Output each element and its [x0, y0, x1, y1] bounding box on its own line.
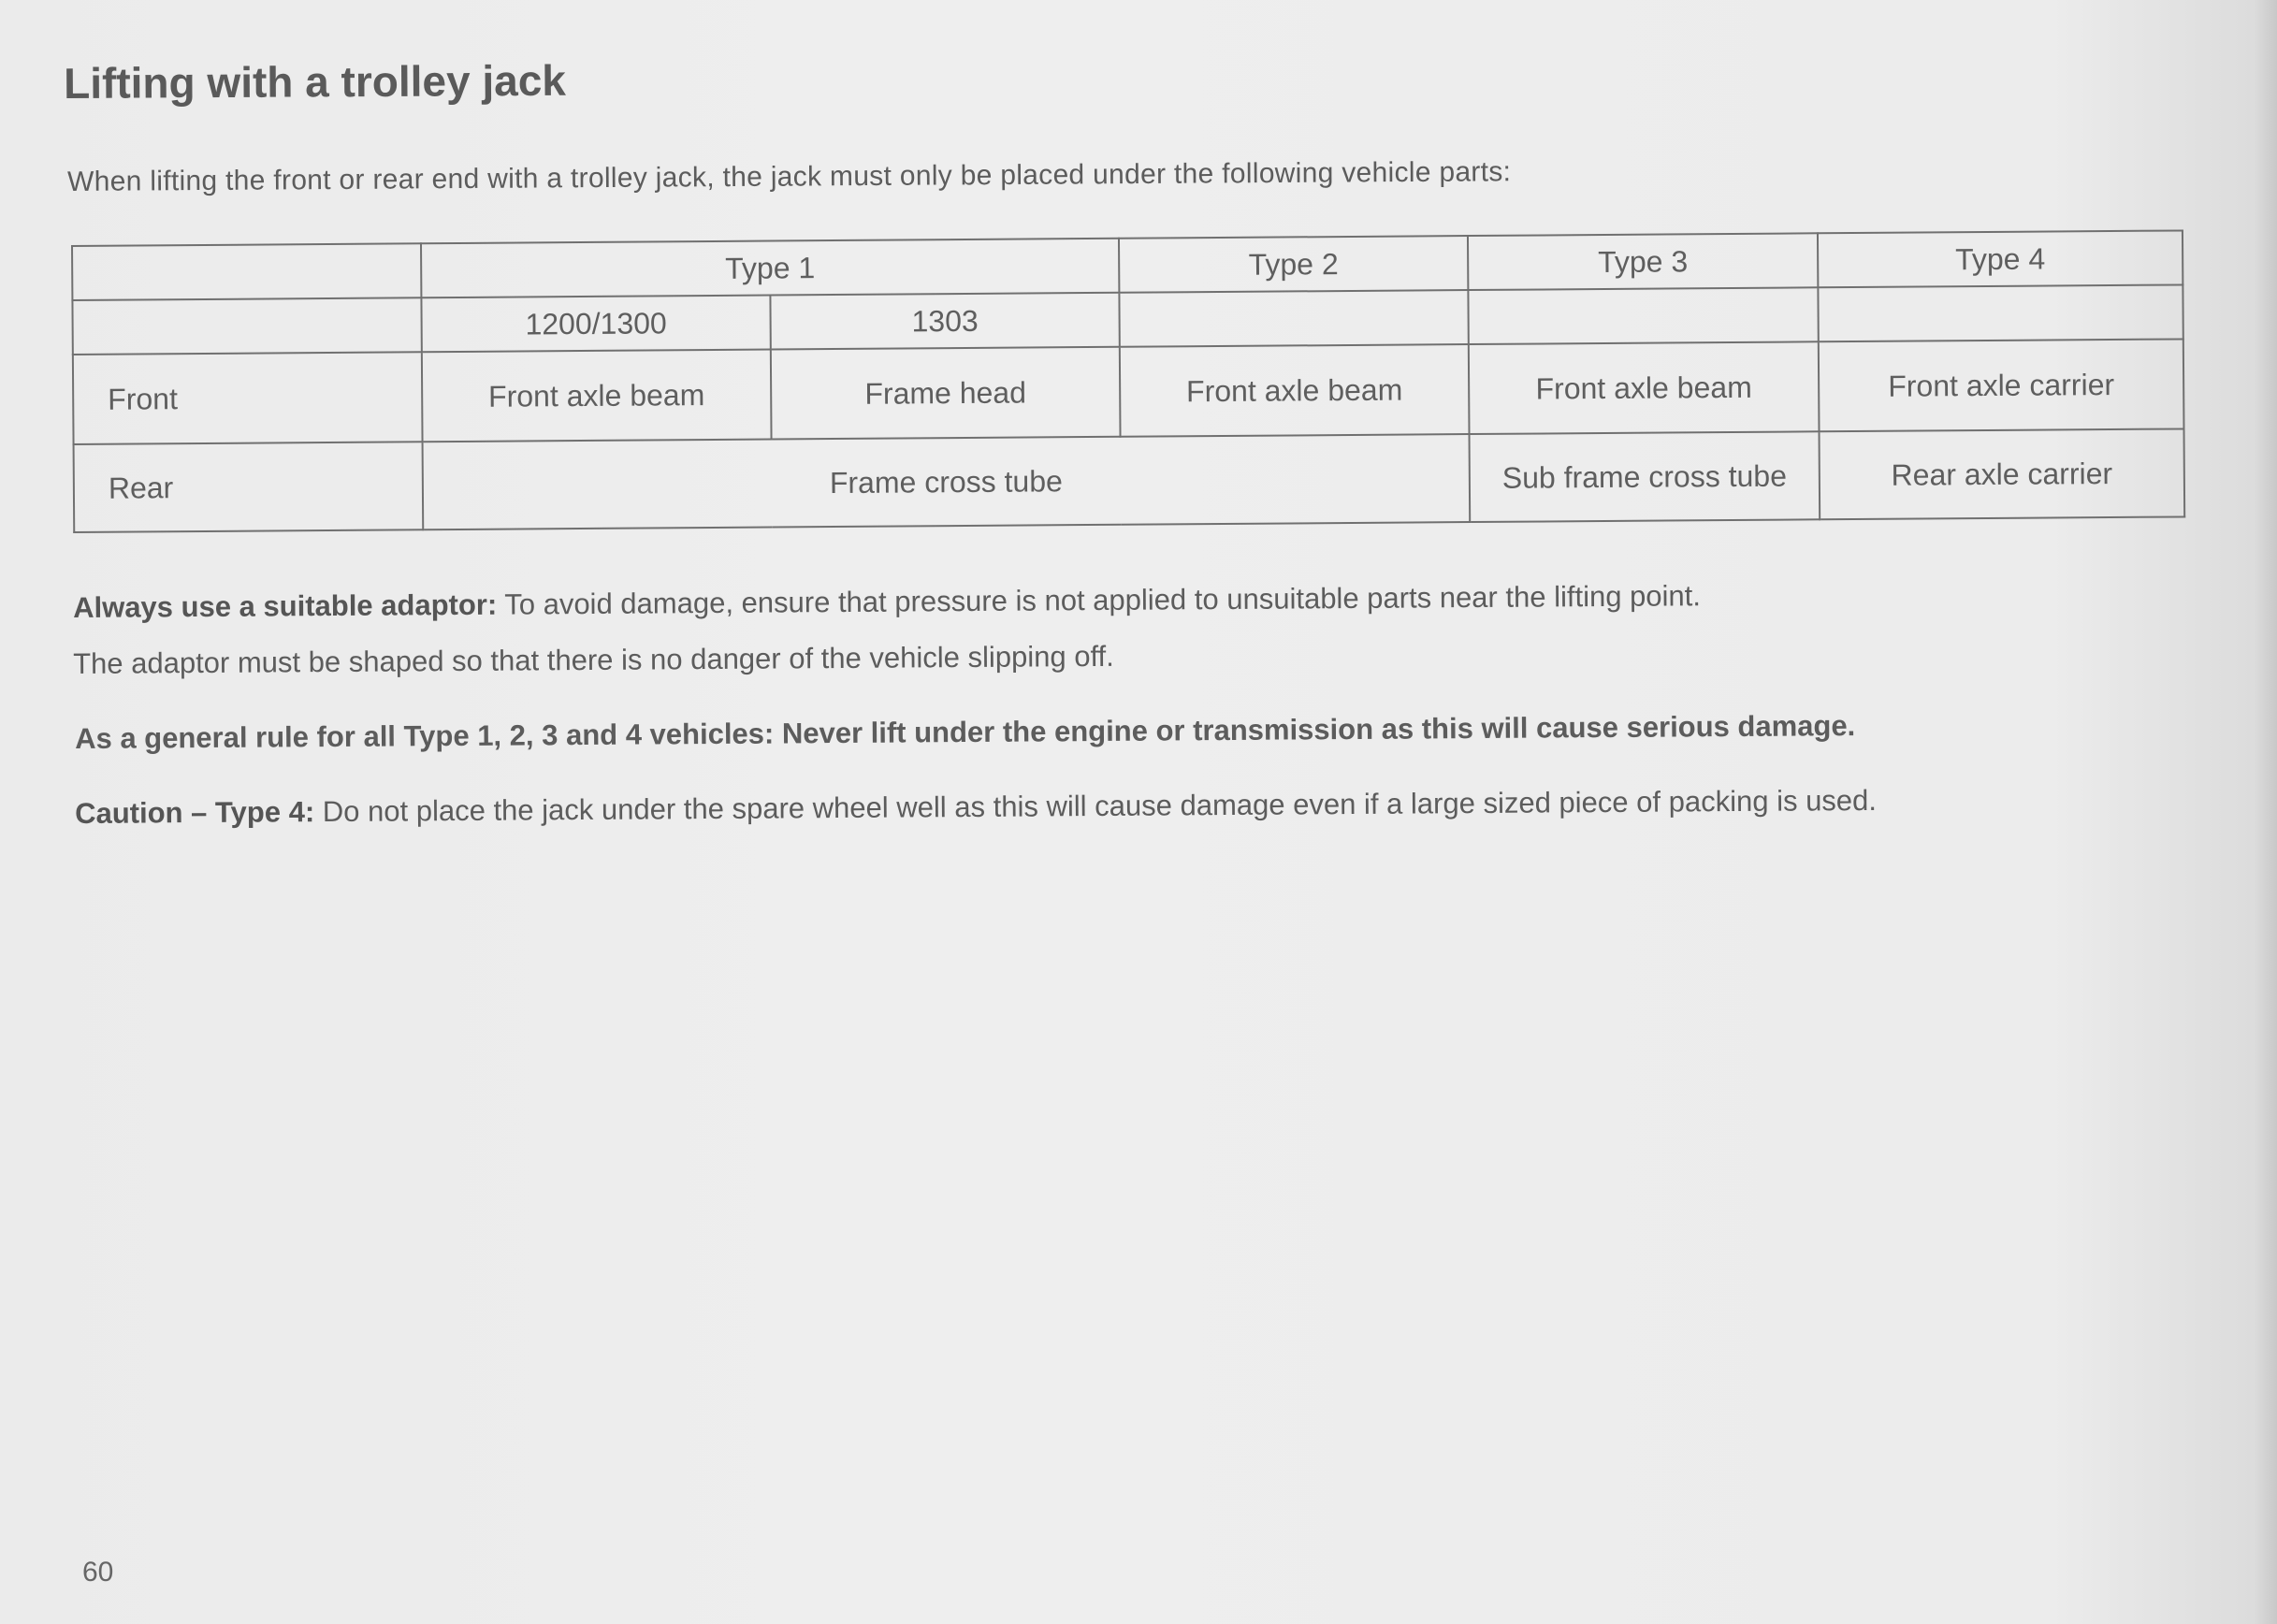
table-corner-cell — [72, 243, 421, 300]
rear-type-1-2: Frame cross tube — [423, 434, 1471, 529]
header-type-1: Type 1 — [421, 239, 1119, 297]
rear-type-3: Sub frame cross tube — [1470, 431, 1820, 522]
table-row-rear — [74, 428, 2185, 532]
adaptor-note-heading: Always use a suitable adaptor: — [73, 587, 498, 624]
general-rule-note: As a general rule for all Type 1, 2, 3 and 4 vehicles: Never lift under the engine or transmission as this will cause serious damage. — [75, 709, 1856, 755]
page-title: Lifting with a trolley jack — [64, 55, 567, 108]
front-type-4: Front axle carrier — [1819, 339, 2184, 431]
caution-note-text: Do not place the jack under the spare wheel well as this will cause damage even if a large sized piece of packing is used. — [322, 783, 1878, 829]
subheader-empty-type-4 — [1818, 284, 2183, 341]
subheader-type-1-1200-1300: 1200/1300 — [421, 296, 770, 353]
adaptor-note — [73, 579, 1701, 625]
header-type-4: Type 4 — [1818, 230, 2183, 287]
front-type-1-1303: Frame head — [771, 347, 1121, 440]
table-row-front — [73, 339, 2184, 444]
subheader-empty-label — [72, 297, 421, 355]
header-type-2: Type 2 — [1119, 236, 1468, 293]
row-label-rear: Rear — [74, 442, 424, 532]
front-type-2: Front axle beam — [1120, 344, 1470, 437]
subheader-empty-type-2 — [1119, 290, 1468, 347]
rear-type-4: Rear axle carrier — [1820, 428, 2185, 519]
caution-note-heading: Caution – Type 4: — [75, 795, 315, 830]
jacking-points-table — [71, 229, 2185, 533]
caution-note — [75, 784, 1877, 831]
front-type-1-1200-1300: Front axle beam — [422, 350, 772, 442]
row-label-front: Front — [73, 352, 423, 444]
adaptor-note-text: To avoid damage, ensure that pressure is not applied to unsuitable parts near the lifting point. — [504, 579, 1702, 621]
header-type-3: Type 3 — [1468, 233, 1818, 290]
intro-text: When lifting the front or rear end with a trolley jack, the jack must only be placed under the following vehicle parts: — [67, 156, 1512, 197]
subheader-empty-type-3 — [1468, 287, 1818, 344]
subheader-type-1-1303: 1303 — [770, 293, 1119, 350]
adaptor-shape-note: The adaptor must be shaped so that there is no danger of the vehicle slipping off. — [73, 639, 1114, 680]
front-type-3: Front axle beam — [1469, 341, 1820, 434]
page-number: 60 — [82, 1557, 114, 1588]
